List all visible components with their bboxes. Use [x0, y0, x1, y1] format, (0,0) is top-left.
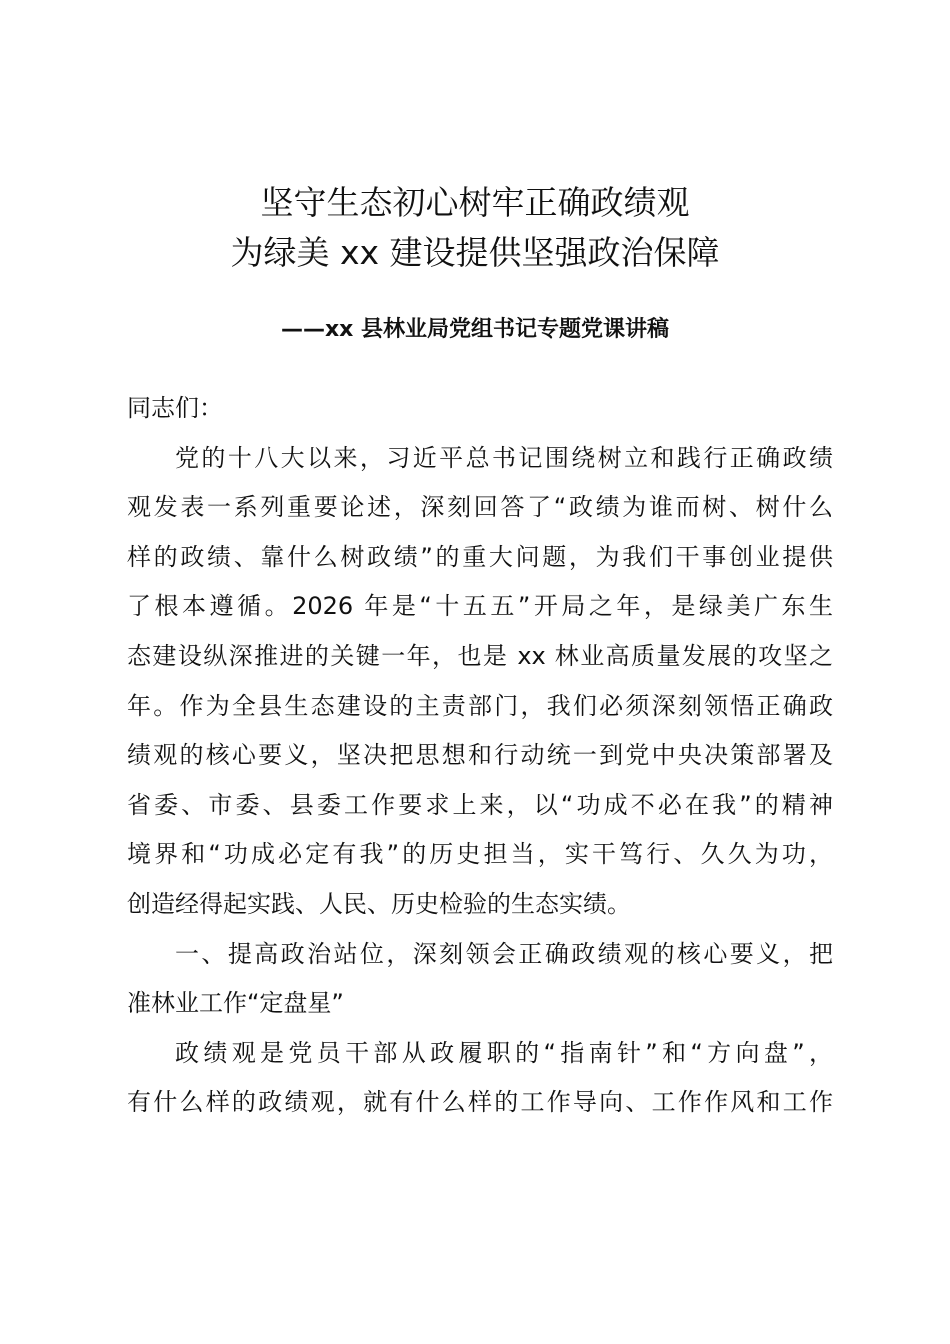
heading-line: 一、提高政治站位，深刻领会正确政绩观的核心要义，把 [175, 939, 833, 968]
paragraph-line: 观发表一系列重要论述，深刻回答了“政绩为谁而树、树什么 [127, 493, 833, 522]
paragraph-line: 创造经得起实践、人民、历史检验的生态实绩。 [127, 889, 631, 918]
paragraph-line: 样的政绩、靠什么树政绩”的重大问题，为我们干事创业提供 [127, 542, 833, 571]
paragraph-line: 年。作为全县生态建设的主责部门，我们必须深刻领悟正确政 [127, 691, 833, 720]
document-body [127, 384, 833, 1128]
paragraph-1 [127, 434, 833, 930]
paragraph-line: 政绩观是党员干部从政履职的“指南针”和“方向盘”， [175, 1038, 833, 1067]
paragraph-line: 党的十八大以来，习近平总书记围绕树立和践行正确政绩 [175, 443, 833, 472]
paragraph-2 [127, 1029, 833, 1128]
salutation: 同志们： [127, 394, 223, 422]
paragraph-line: 省委、市委、县委工作要求上来，以“功成不必在我”的精神 [127, 790, 833, 819]
paragraph-line: 了根本遵循。2026 年是“十五五”开局之年，是绿美广东生 [127, 592, 833, 621]
document-title [90, 178, 860, 278]
section-1-heading [127, 930, 833, 1029]
document-subtitle: ——xx 县林业局党组书记专题党课讲稿 [280, 317, 670, 342]
paragraph-line: 态建设纵深推进的关键一年，也是 xx 林业高质量发展的攻坚之 [127, 641, 833, 670]
paragraph-line: 境界和“功成必定有我”的历史担当，实干笃行、久久为功， [127, 840, 833, 869]
paragraph-line: 有什么样的政绩观，就有什么样的工作导向、工作作风和工作 [127, 1088, 833, 1117]
heading-line: 准林业工作“定盘星” [127, 989, 344, 1018]
title-line-1: 坚守生态初心树牢正确政绩观 [260, 183, 690, 222]
paragraph-line: 绩观的核心要义，坚决把思想和行动统一到党中央决策部署及 [127, 741, 833, 770]
title-line-2: 为绿美 xx 建设提供坚强政治保障 [230, 233, 720, 272]
